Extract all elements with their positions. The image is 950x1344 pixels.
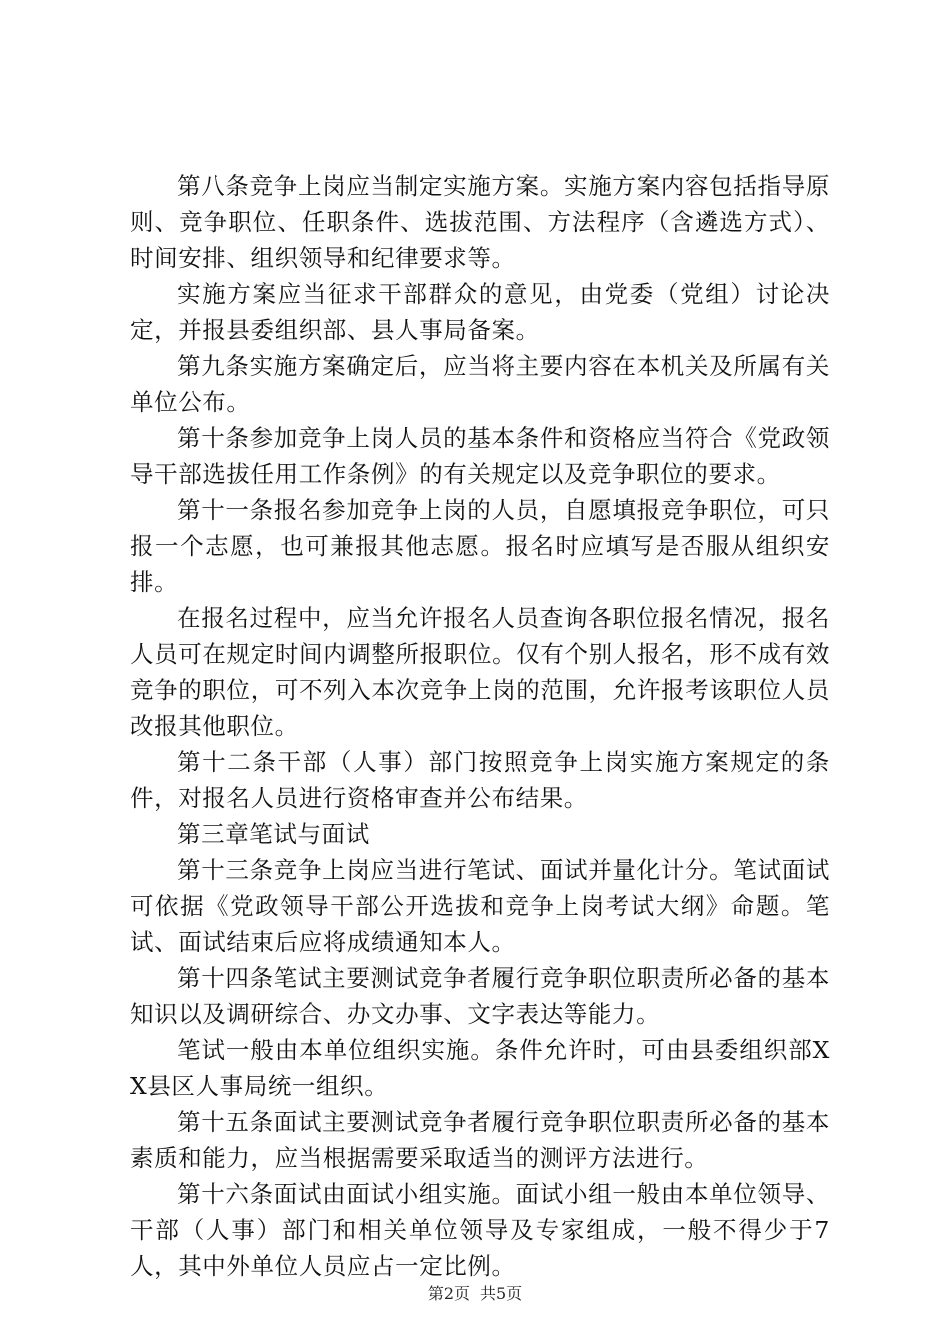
paragraph-article-14: 第十四条笔试主要测试竞争者履行竞争职位职责所必备的基本知识以及调研综合、办文办事、文字表达等能力。 (130, 964, 830, 1028)
document-body (130, 168, 830, 1284)
paragraph-article-12: 第十二条干部（人事）部门按照竞争上岗实施方案规定的条件，对报名人员进行资格审查并公布结果。 (130, 748, 830, 812)
paragraph-article-11: 第十一条报名参加竞争上岗的人员，自愿填报竞争职位，可只报一个志愿，也可兼报其他志愿。报名时应填写是否服从组织安排。 (130, 496, 830, 596)
paragraph-registration-process: 在报名过程中，应当允许报名人员查询各职位报名情况，报名人员可在规定时间内调整所报职位。仅有个别人报名，形不成有效竞争的职位，可不列入本次竞争上岗的范围，允许报考该职位人员改报其他职位。 (130, 604, 830, 740)
paragraph-article-8: 第八条竞争上岗应当制定实施方案。实施方案内容包括指导原则、竞争职位、任职条件、选拔范围、方法程序（含遴选方式）、时间安排、组织领导和纪律要求等。 (130, 172, 830, 272)
paragraph-article-13: 第十三条竞争上岗应当进行笔试、面试并量化计分。笔试面试可依据《党政领导干部公开选拔和竞争上岗考试大纲》命题。笔试、面试结束后应将成绩通知本人。 (130, 856, 830, 956)
paragraph-article-15: 第十五条面试主要测试竞争者履行竞争职位职责所必备的基本素质和能力，应当根据需要采取适当的测评方法进行。 (130, 1108, 830, 1172)
paragraph-plan-consultation: 实施方案应当征求干部群众的意见，由党委（党组）讨论决定，并报县委组织部、县人事局备案。 (130, 280, 830, 344)
paragraph-written-exam-organization: 笔试一般由本单位组织实施。条件允许时，可由县委组织部XX县区人事局统一组织。 (130, 1036, 830, 1100)
page-footer (0, 1284, 950, 1304)
paragraph-article-16: 第十六条面试由面试小组实施。面试小组一般由本单位领导、干部（人事）部门和相关单位领导及专家组成，一般不得少于7人，其中外单位人员应占一定比例。 (130, 1180, 830, 1280)
paragraph-article-9: 第九条实施方案确定后，应当将主要内容在本机关及所属有关单位公布。 (130, 352, 830, 416)
paragraph-article-10: 第十条参加竞争上岗人员的基本条件和资格应当符合《党政领导干部选拔任用工作条例》的有关规定以及竞争职位的要求。 (130, 424, 830, 488)
page-number: 第2页 (427, 1284, 470, 1303)
chapter-heading: 第三章笔试与面试 (177, 820, 370, 848)
page-total: 共5页 (480, 1284, 523, 1303)
